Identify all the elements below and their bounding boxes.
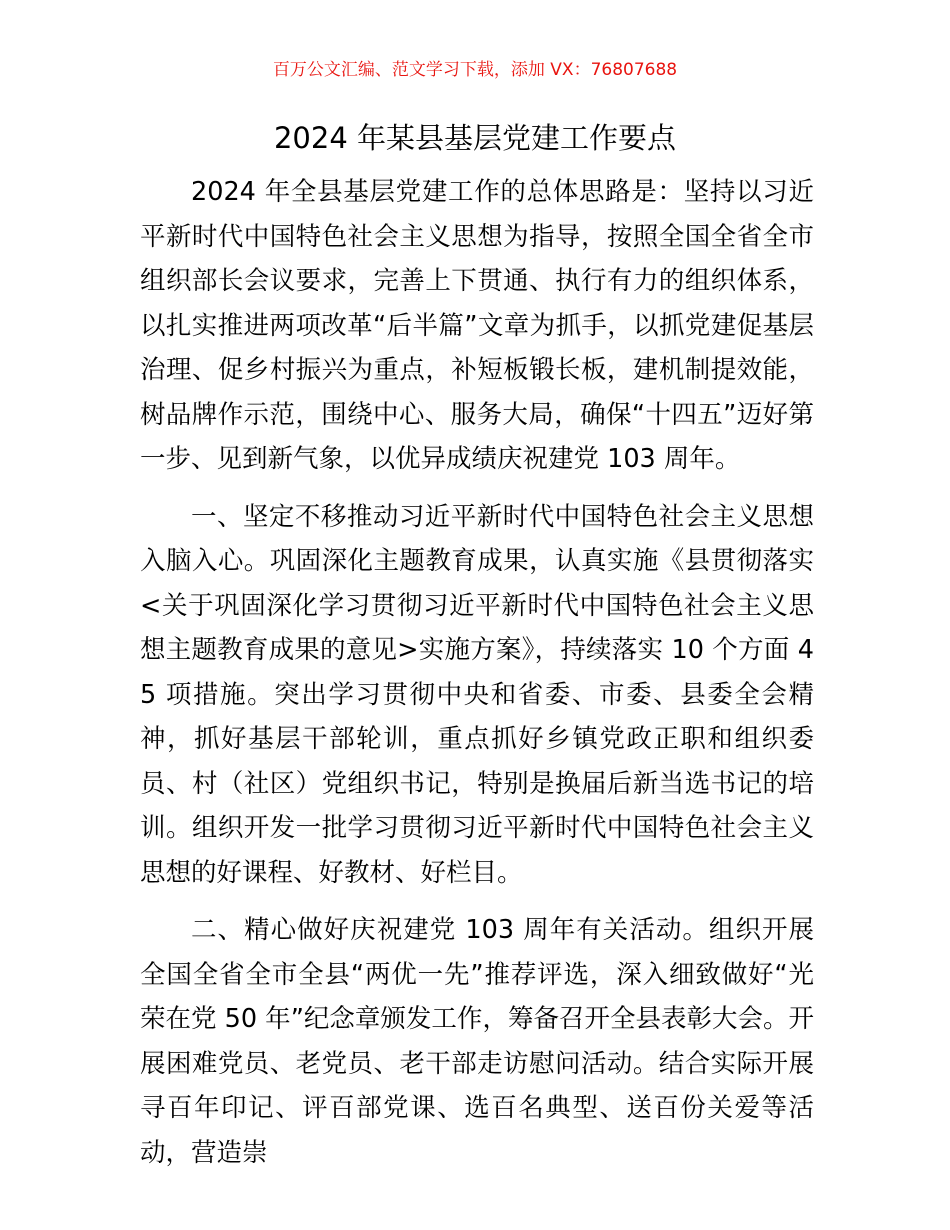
watermark-text: 百万公文汇编、范文学习下载，添加 VX：76807688: [272, 60, 678, 80]
paragraph-section-1: 一、坚定不移推动习近平新时代中国特色社会主义思想入脑入心。巩固深化主题教育成果，认真实施《县贯彻落实<关于巩固深化学习贯彻习近平新时代中国特色社会主义思想主题教育成果的意见>实施方案》，持续落实 10 个方面 45 项措施。突出学习贯彻中央和省委、市委、县委全会精神，抓好基层干部轮训，重点抓好乡镇党政正职和组织委员、村（社区）党组织书记，特别是换届后新当选书记的培训。组织开发一批学习贯彻习近平新时代中国特色社会主义思想的好课程、好教材、好栏目。: [140, 501, 814, 888]
document-title: 2024 年某县基层党建工作要点: [273, 121, 677, 155]
paragraph-intro: 2024 年全县基层党建工作的总体思路是：坚持以习近平新时代中国特色社会主义思想为指导，按照全国全省全市组织部长会议要求，完善上下贯通、执行有力的组织体系，以扎实推进两项改革“后半篇”文章为抓手，以抓党建促基层治理、促乡村振兴为重点，补短板锻长板，建机制提效能，树品牌作示范，围绕中心、服务大局，确保“十四五”迈好第一步、见到新气象，以优异成绩庆祝建党 103 周年。: [140, 177, 814, 474]
paragraph-section-2: 二、精心做好庆祝建党 103 周年有关活动。组织开展全国全省全市全县“两优一先”推荐评选，深入细致做好“光荣在党 50 年”纪念章颁发工作，筹备召开全县表彰大会。开展困难党员、老党员、老干部走访慰问活动。结合实际开展寻百年印记、评百部党课、选百名典型、送百份关爱等活动，营造崇: [140, 915, 814, 1168]
document-body: [140, 170, 814, 1188]
